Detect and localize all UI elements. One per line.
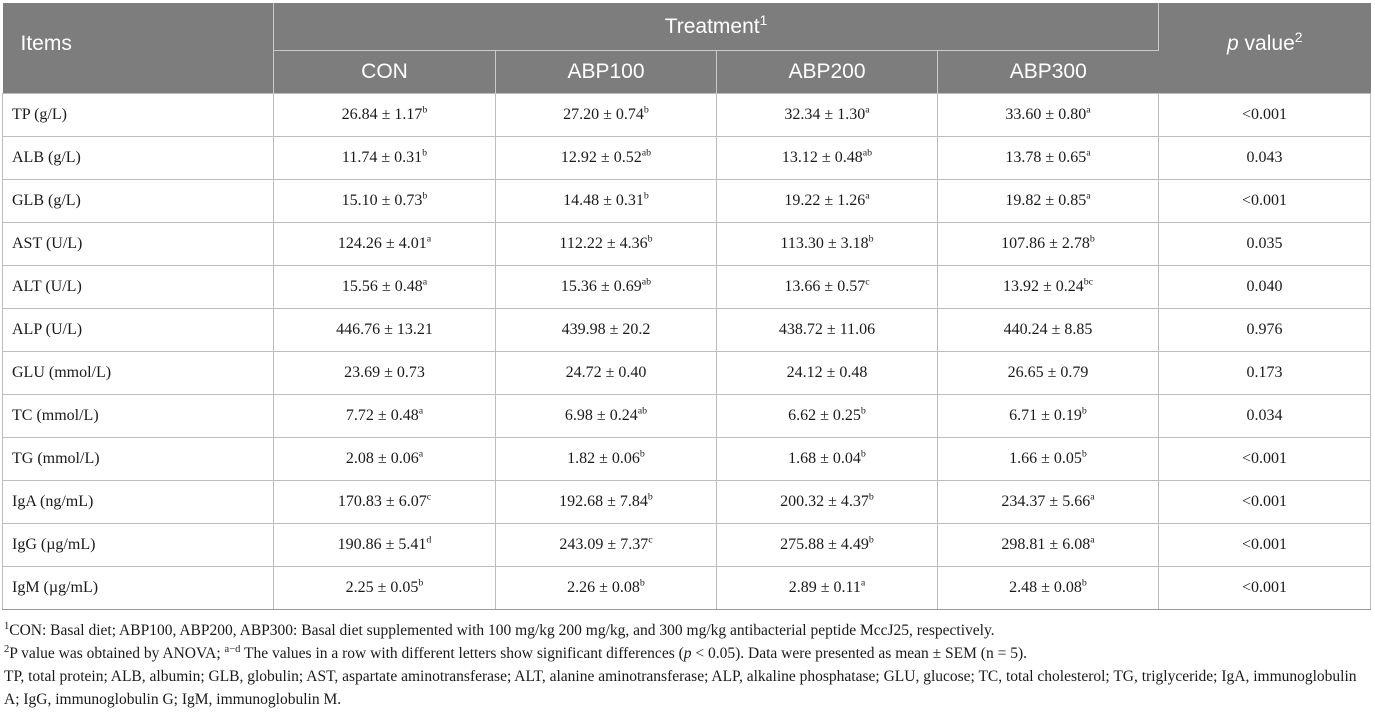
footnote-2-text-c: < 0.05). Data were presented as mean ± SEM (n = 5). [691,645,1027,662]
header-treatment-footnote-mark: 1 [759,11,768,28]
cell-value: 15.56 ± 0.48 [341,278,423,295]
row-p-value: 0.035 [1159,223,1371,266]
cell-value: 2.25 ± 0.05 [345,579,419,596]
row-value-cell [938,223,1159,266]
row-value-cell [717,137,938,180]
row-p-value: <0.001 [1159,94,1371,137]
row-value-cell [496,438,717,481]
cell-significance-letter: b [860,448,866,460]
cell-significance-letter: b [860,405,866,417]
footnote-2-mark: 2 [4,643,10,655]
row-value-cell [938,481,1159,524]
cell-value: 1.66 ± 0.05 [1009,450,1082,467]
cell-value: 24.72 ± 0.40 [565,364,647,381]
cell-significance-letter: b [647,233,653,245]
row-value-cell [717,524,938,567]
cell-value: 2.08 ± 0.06 [345,450,419,467]
header-group-abp200 [717,51,938,94]
cell-value: 26.84 ± 1.17 [341,106,423,123]
cell-significance-letter: b [647,491,653,503]
cell-significance-letter: a [418,405,424,417]
cell-significance-letter: c [865,276,870,288]
cell-value: 19.22 ± 1.26 [784,192,866,209]
cell-value: 1.68 ± 0.04 [788,450,861,467]
cell-significance-letter: a [422,276,428,288]
cell-value: 13.66 ± 0.57 [784,278,866,295]
table-header [3,3,1371,94]
row-value-cell [717,567,938,610]
cell-value: 170.83 ± 6.07 [337,493,427,510]
header-items-label: Items [20,31,72,55]
row-item-label: TP (g/L) [3,94,274,137]
table-row [3,223,1371,266]
row-value-cell [496,137,717,180]
header-group-label: ABP200 [788,60,866,83]
row-value-cell [496,352,717,395]
cell-significance-letter: a [865,104,870,116]
cell-significance-letter: a [1090,534,1095,546]
cell-value: 275.88 ± 4.49 [780,536,869,553]
row-value-cell [496,567,717,610]
row-value-cell [938,180,1159,223]
row-value-cell [496,180,717,223]
cell-significance-letter: b [643,104,649,116]
cell-value: 2.26 ± 0.08 [567,579,640,596]
row-value-cell [274,137,496,180]
row-value-cell [274,481,496,524]
cell-significance-letter: b [1081,577,1087,589]
footnote-abbreviations: TP, total protein; ALB, albumin; GLB, globulin; AST, aspartate aminotransferase; ALT, alanine aminotransferase; ALP, alkaline phosphatase; GLU, glucose; TC, total cholesterol; TG, triglyceride; IgA, immunoglobulin A; IgG, immunoglobulin G; IgM, immunoglobulin M. [4,668,1357,708]
footnote-2-text-a: P value was obtained by ANOVA; [9,645,225,662]
cell-value: 112.22 ± 4.36 [559,235,648,252]
row-item-label: ALT (U/L) [3,266,274,309]
header-p-italic: p [1227,31,1239,55]
row-value-cell [274,266,496,309]
row-value-cell [274,524,496,567]
row-item-label: ALP (U/L) [3,309,274,352]
cell-value: 440.24 ± 8.85 [1003,321,1093,338]
header-treatment-label: Treatment [664,14,760,38]
footnote-1-text: CON: Basal diet; ABP100, ABP200, ABP300: Basal diet supplemented with 100 mg/kg 200 mg/kg, and 300 mg/kg antibacterial peptide MccJ25, respectively. [9,622,995,639]
cell-value: 190.86 ± 5.41 [337,536,427,553]
cell-value: 13.12 ± 0.48 [781,149,863,166]
row-p-value: 0.043 [1159,137,1371,180]
footnote-1 [4,619,1372,642]
row-value-cell [717,223,938,266]
cell-value: 32.34 ± 1.30 [784,106,866,123]
cell-significance-letter: ab [862,147,873,159]
cell-value: 33.60 ± 0.80 [1005,106,1087,123]
cell-significance-letter: b [639,577,645,589]
row-value-cell [717,352,938,395]
cell-significance-letter: a [865,190,870,202]
table-row [3,524,1371,567]
cell-significance-letter: b [868,233,874,245]
table-row [3,180,1371,223]
header-group-con [274,51,496,94]
cell-significance-letter: a [418,448,424,460]
header-group-abp300 [938,51,1159,94]
cell-significance-letter: ab [641,276,652,288]
cell-value: 13.78 ± 0.65 [1005,149,1087,166]
table-row [3,309,1371,352]
cell-value: 298.81 ± 6.08 [1001,536,1091,553]
cell-value: 124.26 ± 4.01 [337,235,427,252]
row-value-cell [938,137,1159,180]
header-p-footnote-mark: 2 [1294,28,1303,45]
header-p-value [1159,3,1371,94]
cell-significance-letter: b [868,491,874,503]
footnote-2-letters-mark: a−d [224,643,241,655]
cell-significance-letter: bc [1083,276,1094,288]
row-value-cell [274,94,496,137]
row-value-cell [274,309,496,352]
cell-value: 107.86 ± 2.78 [1001,235,1090,252]
cell-significance-letter: a [1086,104,1091,116]
row-item-label: TC (mmol/L) [3,395,274,438]
table-row [3,567,1371,610]
row-value-cell [717,309,938,352]
row-item-label: IgG (µg/mL) [3,524,274,567]
row-value-cell [274,395,496,438]
cell-value: 6.98 ± 0.24 [564,407,638,424]
cell-significance-letter: d [426,534,432,546]
cell-value: 15.36 ± 0.69 [560,278,642,295]
row-p-value: 0.173 [1159,352,1371,395]
cell-significance-letter: a [1086,190,1091,202]
cell-value: 6.62 ± 0.25 [788,407,861,424]
cell-value: 27.20 ± 0.74 [563,106,644,123]
row-value-cell [938,94,1159,137]
row-item-label: IgA (ng/mL) [3,481,274,524]
cell-significance-letter: b [418,577,424,589]
cell-value: 19.82 ± 0.85 [1005,192,1087,209]
cell-value: 192.68 ± 7.84 [559,493,648,510]
header-group-label: ABP100 [567,60,645,83]
footnote-2 [4,642,1372,665]
cell-value: 234.37 ± 5.66 [1001,493,1091,510]
footnote-2-text-b: The values in a row with different letters show significant differences ( [240,645,684,662]
row-value-cell [717,481,938,524]
table-footnotes [4,619,1372,711]
row-value-cell [496,395,717,438]
row-value-cell [717,94,938,137]
row-value-cell [274,223,496,266]
header-treatment [274,3,1159,51]
row-item-label: GLB (g/L) [3,180,274,223]
row-item-label: AST (U/L) [3,223,274,266]
header-items [3,3,274,94]
cell-value: 11.74 ± 0.31 [341,149,423,166]
footnote-2-p-italic: p [683,645,692,662]
row-item-label: TG (mmol/L) [3,438,274,481]
table-row [3,266,1371,309]
row-p-value: <0.001 [1159,180,1371,223]
cell-significance-letter: b [422,190,428,202]
row-value-cell [274,180,496,223]
cell-value: 446.76 ± 13.21 [336,321,433,338]
row-value-cell [496,524,717,567]
row-p-value: 0.034 [1159,395,1371,438]
row-value-cell [938,266,1159,309]
row-value-cell [717,395,938,438]
cell-value: 13.92 ± 0.24 [1002,278,1084,295]
row-p-value: <0.001 [1159,524,1371,567]
row-p-value: <0.001 [1159,567,1371,610]
row-value-cell [496,309,717,352]
row-value-cell [274,352,496,395]
cell-value: 26.65 ± 0.79 [1007,364,1089,381]
row-value-cell [938,395,1159,438]
cell-significance-letter: b [639,448,645,460]
row-value-cell [717,266,938,309]
cell-value: 15.10 ± 0.73 [341,192,423,209]
cell-value: 200.32 ± 4.37 [780,493,869,510]
header-group-abp100 [496,51,717,94]
cell-significance-letter: a [426,233,432,245]
row-value-cell [496,266,717,309]
row-value-cell [938,524,1159,567]
row-value-cell [717,180,938,223]
row-item-label: IgM (µg/mL) [3,567,274,610]
row-p-value: <0.001 [1159,438,1371,481]
row-value-cell [717,438,938,481]
cell-value: 24.12 ± 0.48 [786,364,868,381]
table-row [3,395,1371,438]
table-body [3,94,1371,610]
table-row [3,438,1371,481]
row-value-cell [496,94,717,137]
row-value-cell [496,481,717,524]
cell-value: 438.72 ± 11.06 [778,321,876,338]
cell-significance-letter: a [1090,491,1095,503]
cell-value: 12.92 ± 0.52 [560,149,642,166]
row-p-value: 0.976 [1159,309,1371,352]
row-item-label: ALB (g/L) [3,137,274,180]
cell-significance-letter: b [868,534,874,546]
row-p-value: 0.040 [1159,266,1371,309]
cell-significance-letter: c [648,534,653,546]
row-item-label: GLU (mmol/L) [3,352,274,395]
cell-value: 243.09 ± 7.37 [559,536,649,553]
cell-value: 2.89 ± 0.11 [788,579,861,596]
cell-significance-letter: b [422,147,428,159]
cell-significance-letter: b [422,104,428,116]
row-value-cell [938,352,1159,395]
cell-value: 7.72 ± 0.48 [345,407,419,424]
cell-significance-letter: b [1081,405,1087,417]
cell-significance-letter: a [1086,147,1091,159]
cell-significance-letter: c [426,491,432,503]
cell-value: 439.98 ± 20.2 [561,321,651,338]
cell-value: 23.69 ± 0.73 [344,364,425,381]
row-value-cell [496,223,717,266]
row-value-cell [274,567,496,610]
cell-significance-letter: b [1089,233,1095,245]
serum-biochemistry-table [2,3,1371,610]
header-p-text: value [1238,31,1295,55]
table-row [3,481,1371,524]
cell-significance-letter: ab [641,147,652,159]
cell-value: 113.30 ± 3.18 [780,235,869,252]
row-p-value: <0.001 [1159,481,1371,524]
row-value-cell [938,309,1159,352]
cell-significance-letter: a [860,577,866,589]
footnote-1-mark: 1 [4,620,10,632]
cell-value: 1.82 ± 0.06 [567,450,640,467]
cell-value: 14.48 ± 0.31 [563,192,644,209]
cell-significance-letter: b [643,190,649,202]
row-value-cell [274,438,496,481]
row-value-cell [938,438,1159,481]
cell-significance-letter: b [1081,448,1087,460]
table-row [3,352,1371,395]
header-group-label: CON [361,60,408,83]
header-group-label: ABP300 [1009,60,1087,83]
cell-value: 2.48 ± 0.08 [1009,579,1082,596]
cell-significance-letter: ab [637,405,648,417]
row-value-cell [938,567,1159,610]
cell-value: 6.71 ± 0.19 [1009,407,1082,424]
table-row [3,94,1371,137]
table-row [3,137,1371,180]
